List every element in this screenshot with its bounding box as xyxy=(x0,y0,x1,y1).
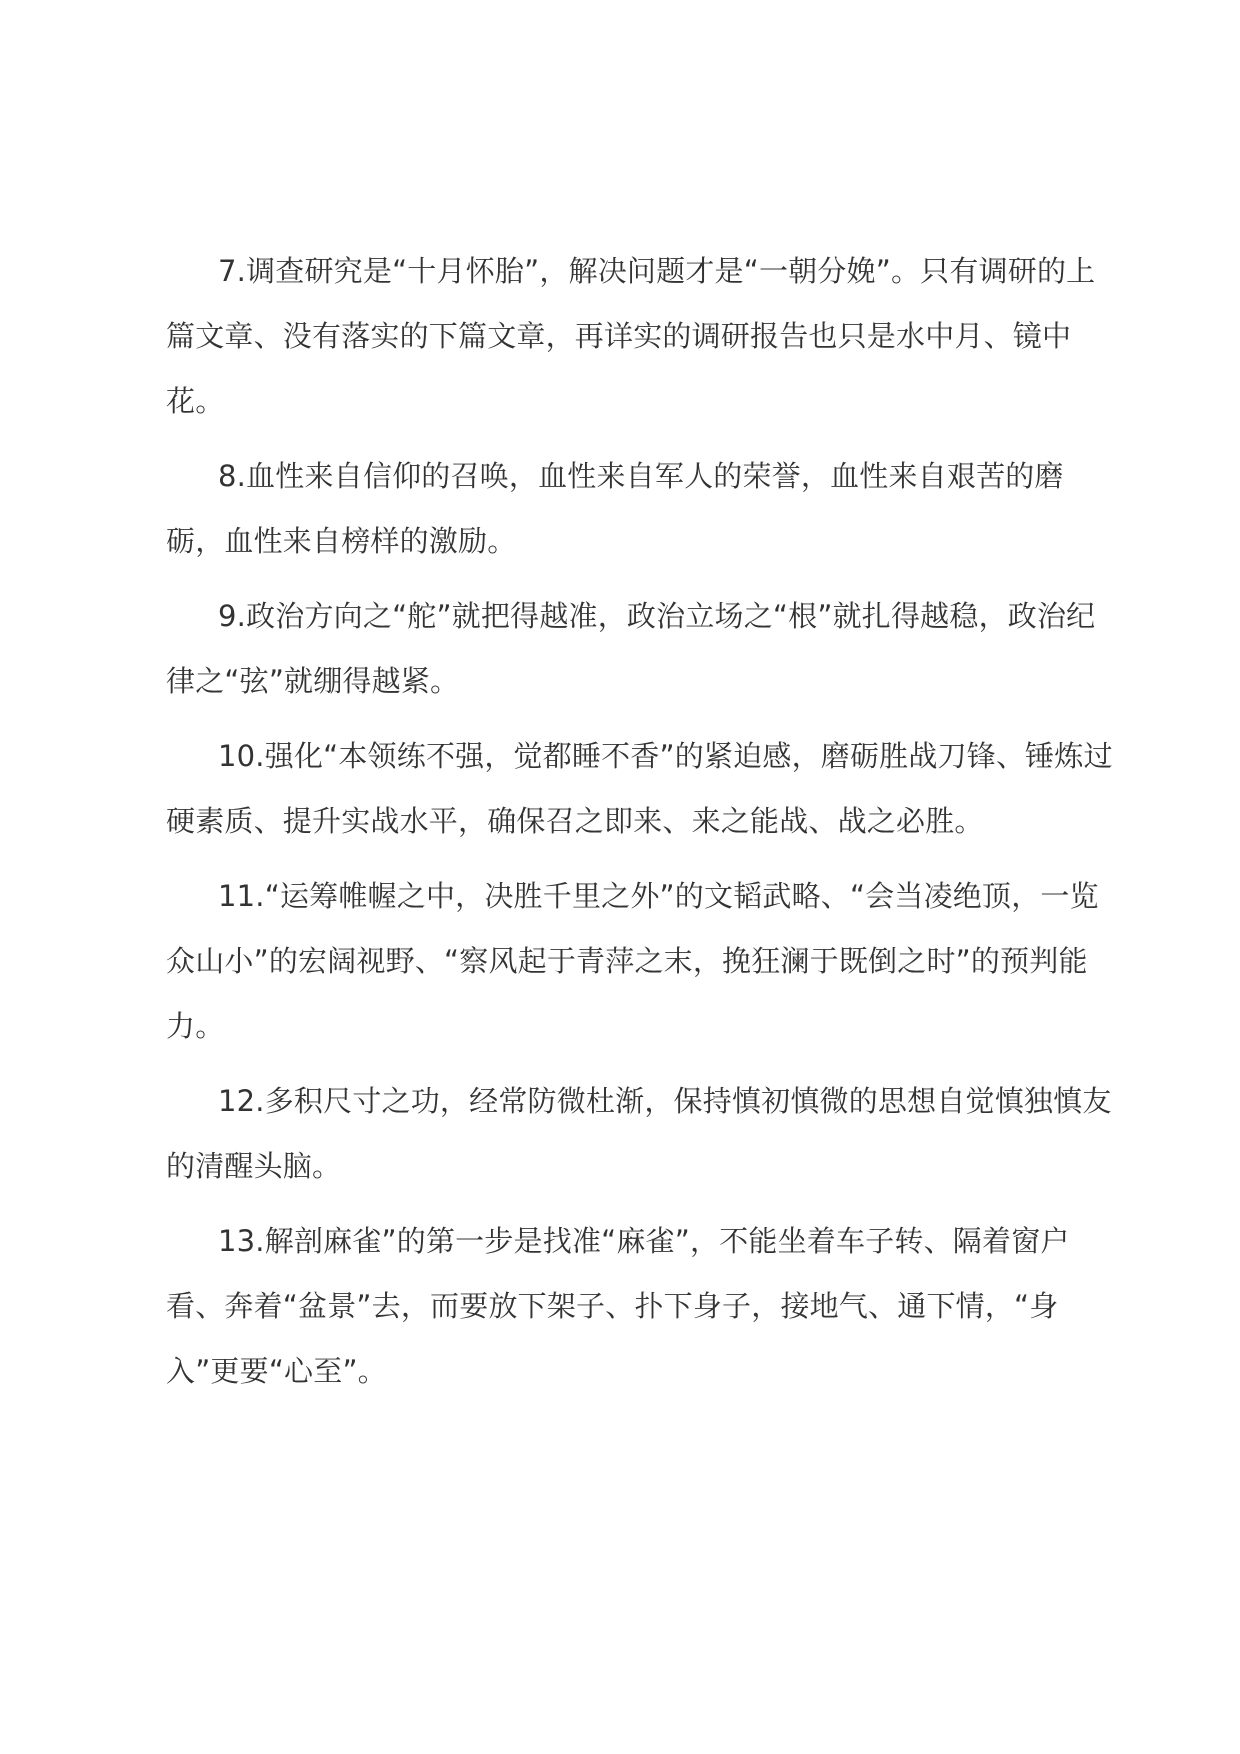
paragraph-13: 13.解剖麻雀”的第一步是找准“麻雀”，不能坐着车子转、隔着窗户看、奔着“盆景”去，而要放下架子、扑下身子，接地气、通下情，“身入”更要“心至”。 xyxy=(166,1224,1070,1388)
paragraph-12: 12.多积尺寸之功，经常防微杜渐，保持慎初慎微的思想自觉慎独慎友的清醒头脑。 xyxy=(166,1084,1112,1183)
paragraph-8: 8.血性来自信仰的召唤，血性来自军人的荣誉，血性来自艰苦的磨砺，血性来自榜样的激励。 xyxy=(166,459,1064,558)
paragraph-9: 9.政治方向之“舵”就把得越准，政治立场之“根”就扎得越稳，政治纪律之“弦”就绷得越紧。 xyxy=(166,599,1096,698)
paragraph-10: 10.强化“本领练不强，觉都睡不香”的紧迫感，磨砺胜战刀锋、锤炼过硬素质、提升实战水平，确保召之即来、来之能战、战之必胜。 xyxy=(166,739,1113,838)
document-body xyxy=(166,239,1116,1414)
paragraph-7: 7.调查研究是“十月怀胎”，解决问题才是“一朝分娩”。只有调研的上篇文章、没有落实的下篇文章，再详实的调研报告也只是水中月、镜中花。 xyxy=(166,254,1096,418)
paragraph-11: 11.“运筹帷幄之中，决胜千里之外”的文韬武略、“会当凌绝顶，一览众山小”的宏阔视野、“察风起于青萍之末，挽狂澜于既倒之时”的预判能力。 xyxy=(166,879,1099,1043)
